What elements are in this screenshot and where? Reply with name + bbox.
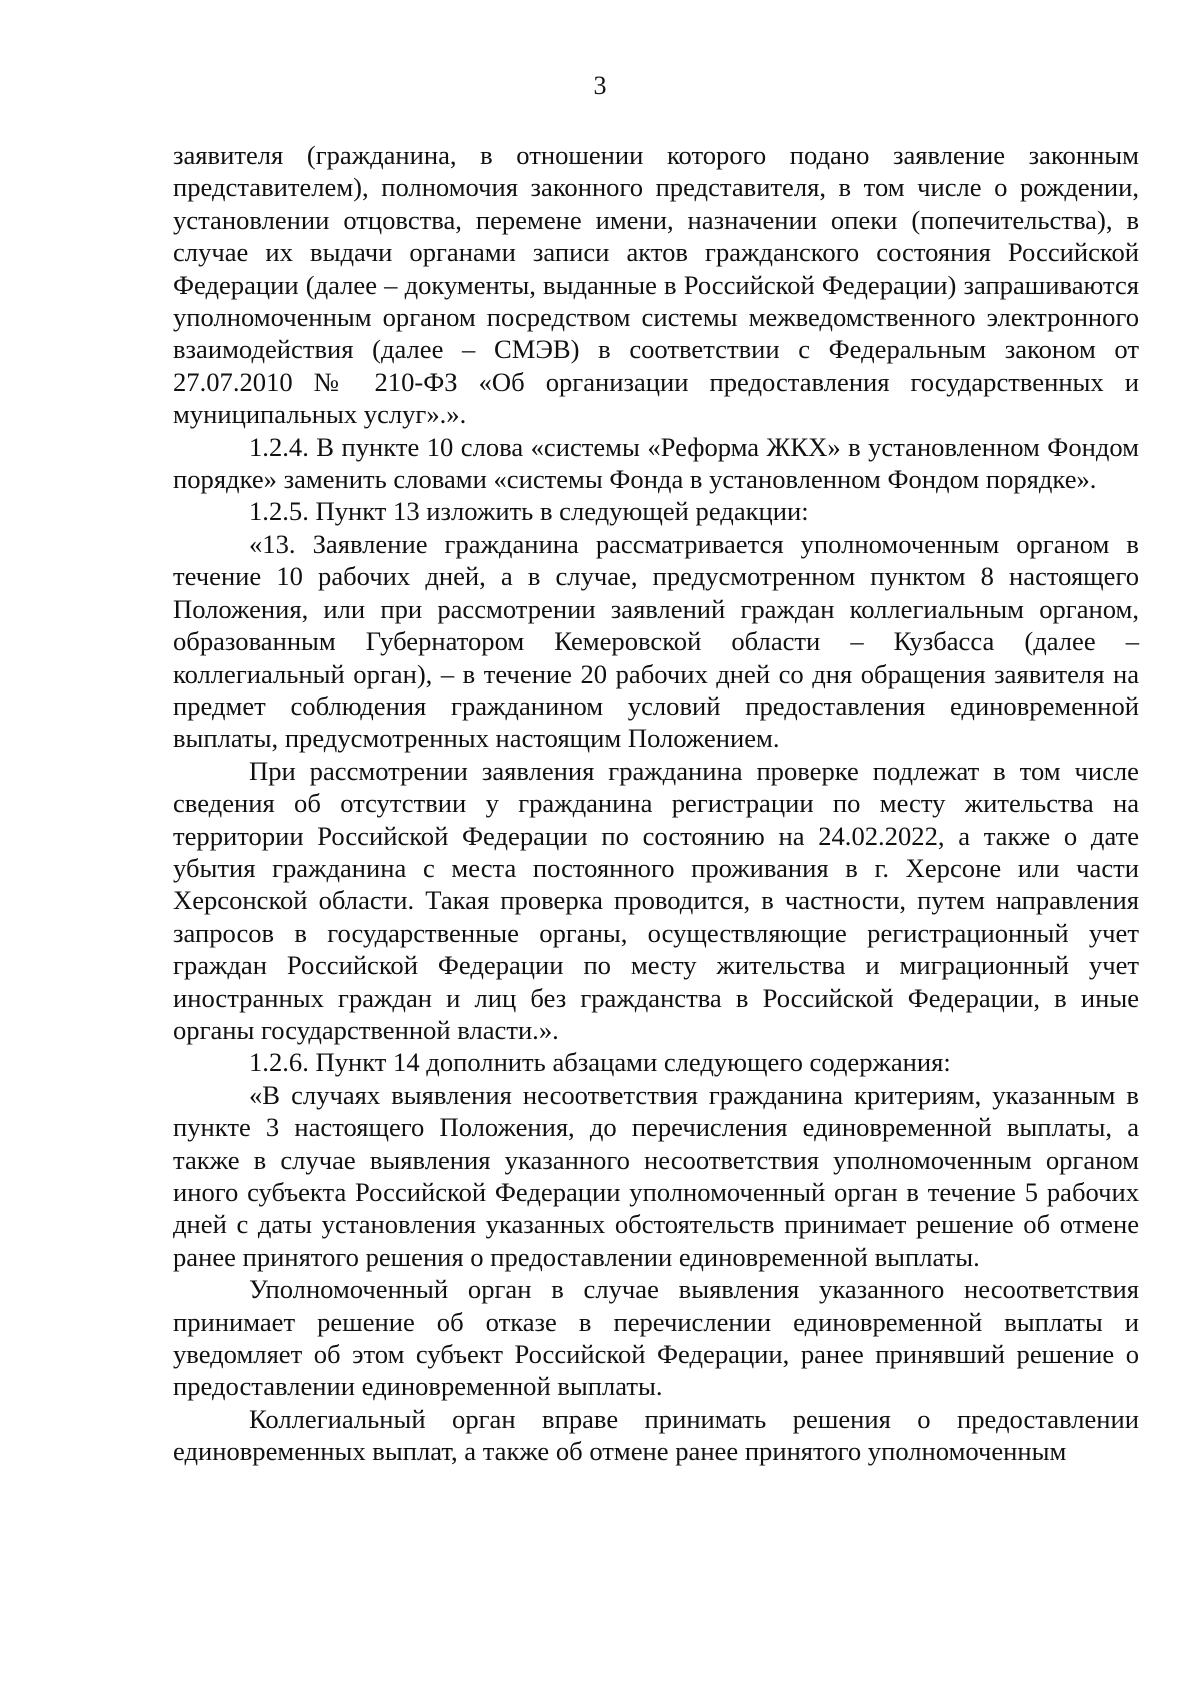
paragraph-continuation: заявителя (гражданина, в отношении которого подано заявление законным представителем), полномочия законного представителя, в том числе о рождении, установлении отцовства, перемене имени, назначении опеки (попечительства), в случае их выдачи органами записи актов гражданского состояния Российской Федерации (далее – документы, выданные в Российской Федерации) запрашиваются уполномоченным органом посредством системы межведомственного электронного взаимодействия (далее – СМЭВ) в соответствии с Федеральным законом от 27.07.2010 № 210-ФЗ «Об организации предоставления государственных и муниципальных услуг».». bbox=[173, 140, 1139, 430]
paragraph-item-13: «13. Заявление гражданина рассматривается уполномоченным органом в течение 10 рабочих дней, а в случае, предусмотренном пунктом 8 настоящего Положения, или при рассмотрении заявлений граждан коллегиальным органом, образованным Губернатором Кемеровской области – Кузбасса (далее – коллегиальный орган), – в течение 20 рабочих дней со дня обращения заявителя на предмет соблюдения гражданином условий предоставления единовременной выплаты, предусмотренных настоящим Положением. bbox=[173, 528, 1139, 754]
paragraph-verification: При рассмотрении заявления гражданина проверке подлежат в том числе сведения об отсутствии у гражданина регистрации по месту жительства на территории Российской Федерации по состоянию на 24.02.2022, а также о дате убытия гражданина с места постоянного проживания в г. Херсоне или части Херсонской области. Такая проверка проводится, в частности, путем направления запросов в государственные органы, осуществляющие регистрационный учет граждан Российской Федерации по месту жительства и миграционный учет иностранных граждан и лиц без гражданства в Российской Федерации, в иные органы государственной власти.». bbox=[173, 755, 1139, 1045]
paragraph-refusal-decision: Уполномоченный орган в случае выявления указанного несоответствия принимает решение об отказе в перечислении единовременной выплаты и уведомляет об этом субъект Российской Федерации, ранее принявший решение о предоставлении единовременной выплаты. bbox=[173, 1274, 1139, 1402]
page-number: 3 bbox=[593, 71, 607, 100]
paragraph-1-2-5: 1.2.5. Пункт 13 изложить в следующей редакции: bbox=[249, 496, 809, 527]
paragraph-collegial-body: Коллегиальный орган вправе принимать решения о предоставлении единовременных выплат, а также об отмене ранее принятого уполномоченным bbox=[173, 1403, 1139, 1467]
paragraph-1-2-6: 1.2.6. Пункт 14 дополнить абзацами следующего содержания: bbox=[249, 1047, 951, 1078]
paragraph-mismatch-cases: «В случаях выявления несоответствия гражданина критериям, указанным в пункте 3 настоящего Положения, до перечисления единовременной выплаты, а также в случае выявления указанного несоответствия уполномоченным органом иного субъекта Российской Федерации уполномоченный орган в течение 5 рабочих дней с даты установления указанных обстоятельств принимает решение об отмене ранее принятого решения о предоставлении единовременной выплаты. bbox=[173, 1079, 1139, 1272]
paragraph-1-2-4: 1.2.4. В пункте 10 слова «системы «Реформа ЖКХ» в установленном Фондом порядке» заменить словами «системы Фонда в установленном Фондом порядке». bbox=[173, 431, 1139, 495]
document-body bbox=[173, 139, 1139, 1468]
